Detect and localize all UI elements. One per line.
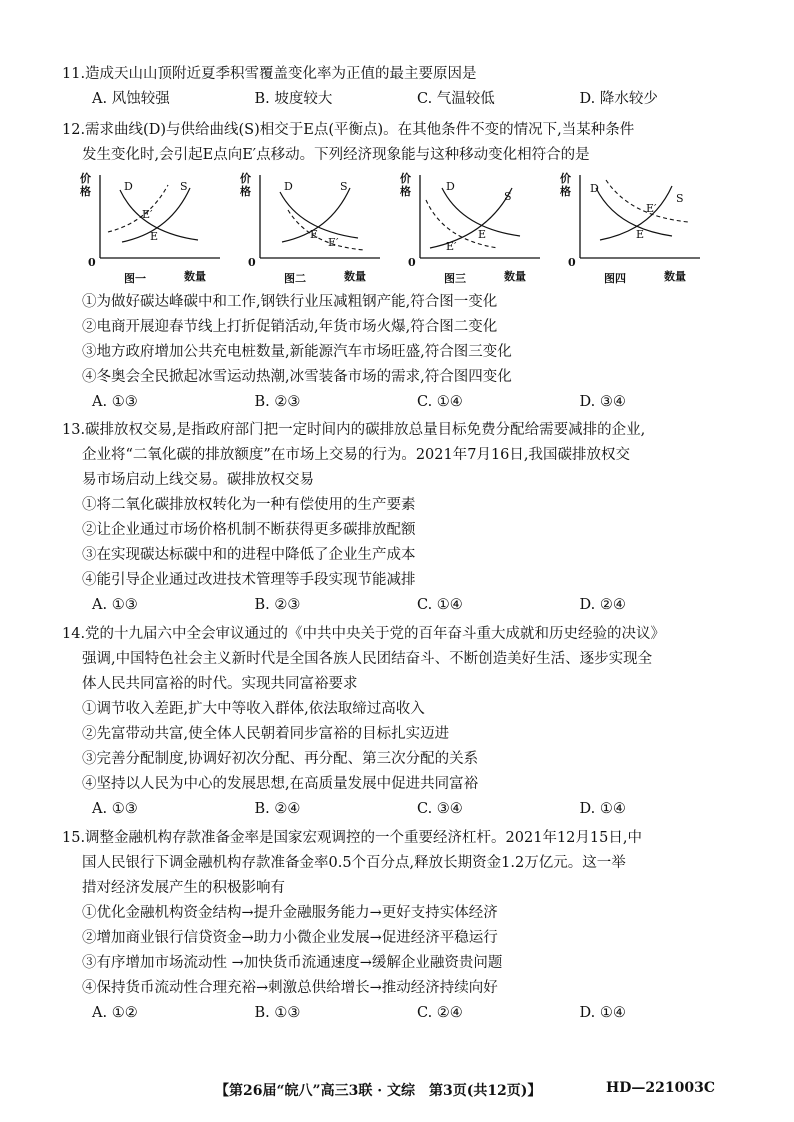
statement-1: ①优化金融机构资金结构→提升金融服务能力→更好支持实体经济 [82,905,498,921]
question-13 [62,418,742,618]
e-prime-label: E′ [142,208,153,221]
option-c[interactable]: C. ①④ [417,394,463,410]
e-label: E [310,228,319,241]
question-11-stem: 11.造成天山山顶附近夏季积雪覆盖变化率为正值的最主要原因是 [62,66,477,82]
x-axis-label: 数量 [184,270,206,283]
e-label: E [478,228,487,241]
statement-2: ②增加商业银行信贷资金→助力小微企业发展→促进经济平稳运行 [82,930,498,946]
figure-2 [240,170,390,288]
option-d[interactable]: D. 降水较少 [579,91,658,107]
statement-2: ②先富带动共富,使全体人民朝着同步富裕的目标扎实迈进 [82,726,450,742]
statement-4: ④冬奥会全民掀起冰雪运动热潮,冰雪装备市场的需求,符合图四变化 [82,369,512,385]
question-15 [62,826,742,1026]
option-c[interactable]: C. ②④ [417,1005,463,1021]
x-axis-label: 数量 [504,270,526,283]
question-13-stem-line-2: 企业将“二氧化碳的排放额度”在市场上交易的行为。2021年7月16日,我国碳排放权交 [82,447,631,463]
origin-label: 0 [568,256,576,269]
question-13-stem-line-1: 13.碳排放权交易,是指政府部门把一定时间内的碳排放总量目标免费分配给需要减排的企业, [62,422,646,438]
statement-3: ③完善分配制度,协调好初次分配、再分配、第三次分配的关系 [82,751,479,767]
origin-label: 0 [408,256,416,269]
supply-label: S [340,180,348,193]
statement-1: ①为做好碳达峰碳中和工作,钢铁行业压减粗钢产能,符合图一变化 [82,294,498,310]
figure-3-caption: 图三 [444,272,466,285]
question-11-options [62,87,742,112]
supply-label: S [504,190,512,203]
e-label: E [150,230,159,243]
question-12-stem-line-2: 发生变化时,会引起E点向E′点移动。下列经济现象能与这种移动变化相符合的是 [82,147,590,163]
e-label: E [636,228,645,241]
option-a[interactable]: A. ①③ [92,801,138,817]
statement-4: ④能引导企业通过改进技术管理等手段实现节能减排 [82,572,416,588]
option-d[interactable]: D. ②④ [579,597,626,613]
e-prime-label: E′ [328,236,339,249]
statement-3: ③地方政府增加公共充电桩数量,新能源汽车市场旺盛,符合图三变化 [82,344,512,360]
demand-label: D [446,180,455,193]
option-a[interactable]: A. 风蚀较强 [92,91,170,107]
figure-1-caption: 图一 [124,272,146,285]
statement-1: ①将二氧化碳排放权转化为一种有偿使用的生产要素 [82,497,416,513]
figure-1 [80,170,230,288]
e-prime-label: E′ [646,202,657,215]
option-d[interactable]: D. ①④ [579,1005,626,1021]
statement-4: ④坚持以人民为中心的发展思想,在高质量发展中促进共同富裕 [82,776,479,792]
figure-2-caption: 图二 [284,272,306,285]
y-axis-label: 价格 [240,172,251,198]
statement-2: ②电商开展迎春节线上打折促销活动,年货市场火爆,符合图二变化 [82,319,498,335]
question-11 [62,62,742,112]
option-c[interactable]: C. ③④ [417,801,463,817]
y-axis-label: 价格 [400,172,411,198]
statement-4: ④保持货币流动性合理充裕→刺激总供给增长→推动经济持续向好 [82,980,498,996]
option-b[interactable]: B. ②③ [254,394,301,410]
question-14-stem-line-3: 体人民共同富裕的时代。实现共同富裕要求 [82,676,358,692]
question-14-options [62,797,742,822]
option-c[interactable]: C. ①④ [417,597,463,613]
option-d[interactable]: D. ③④ [579,394,626,410]
demand-label: D [124,180,133,193]
question-12 [62,118,742,168]
origin-label: 0 [88,256,96,269]
statement-1: ①调节收入差距,扩大中等收入群体,依法取缔过高收入 [82,701,425,717]
option-a[interactable]: A. ①③ [92,597,138,613]
question-15-stem-line-2: 国人民银行下调金融机构存款准备金率0.5个百分点,释放长期资金1.2万亿元。这一举 [82,855,626,871]
option-c[interactable]: C. 气温较低 [417,91,495,107]
figure-3 [400,170,550,288]
x-axis-label: 数量 [344,270,366,283]
question-14 [62,622,742,822]
statement-3: ③有序增加市场流动性 →加快货币流通速度→缓解企业融资贵问题 [82,955,503,971]
question-15-options [62,1001,742,1026]
option-b[interactable]: B. ②④ [254,801,301,817]
y-axis-label: 价格 [560,172,571,198]
page-footer [215,1080,715,1100]
demand-label: D [284,180,293,193]
footer-page-info: 【第26届“皖八”高三3联 · 文综 第3页(共12页)】 [215,1083,542,1099]
question-12-stem-line-1: 12.需求曲线(D)与供给曲线(S)相交于E点(平衡点)。在其他条件不变的情况下,当某种条件 [62,122,635,138]
demand-label: D [590,182,599,195]
figure-4 [560,170,710,288]
question-14-stem-line-1: 14.党的十九届六中全会审议通过的《中共中央关于党的百年奋斗重大成就和历史经验的决议》 [62,626,666,642]
question-14-stem-line-2: 强调,中国特色社会主义新时代是全国各族人民团结奋斗、不断创造美好生活、逐步实现全 [82,651,653,667]
option-b[interactable]: B. ①③ [254,1005,301,1021]
x-axis-label: 数量 [664,270,686,283]
option-d[interactable]: D. ①④ [579,801,626,817]
question-13-stem-line-3: 易市场启动上线交易。碳排放权交易 [82,472,314,488]
y-axis-label: 价格 [80,172,91,198]
supply-demand-figures [80,170,720,288]
option-b[interactable]: B. 坡度较大 [254,91,333,107]
question-15-stem-line-1: 15.调整金融机构存款准备金率是国家宏观调控的一个重要经济杠杆。2021年12月15日,中 [62,830,642,846]
question-13-options [62,593,742,618]
figure-4-caption: 图四 [604,272,626,285]
statement-3: ③在实现碳达标碳中和的进程中降低了企业生产成本 [82,547,416,563]
origin-label: 0 [248,256,256,269]
statement-2: ②让企业通过市场价格机制不断获得更多碳排放配额 [82,522,416,538]
question-15-stem-line-3: 措对经济发展产生的积极影响有 [82,880,285,896]
question-12-options [62,390,742,415]
option-a[interactable]: A. ①③ [92,394,138,410]
e-prime-label: E′ [446,240,457,253]
footer-exam-code: HD—221003C [606,1080,715,1096]
option-b[interactable]: B. ②③ [254,597,301,613]
question-12-body [62,290,742,415]
supply-label: S [180,180,188,193]
option-a[interactable]: A. ①② [92,1005,138,1021]
supply-label: S [676,192,684,205]
